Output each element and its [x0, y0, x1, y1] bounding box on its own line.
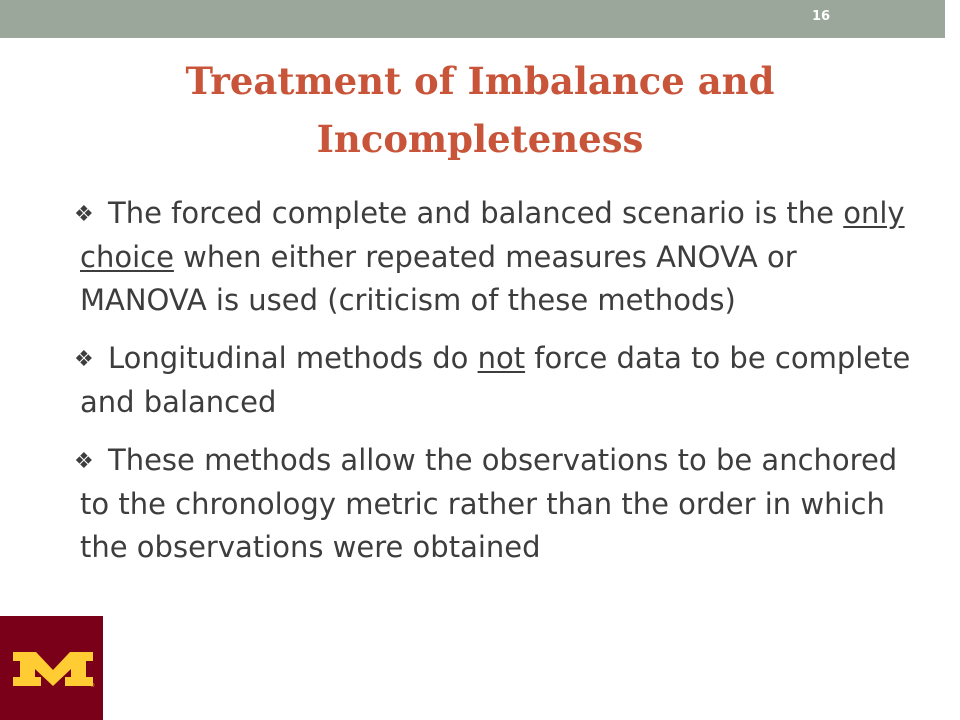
four-diamond-bullet-icon: ❖: [74, 449, 94, 474]
svg-text:®: ®: [90, 683, 95, 688]
top-bar: [0, 0, 945, 38]
bullet-item: [66, 192, 926, 322]
bullet-text: Longitudinal methods do: [108, 341, 478, 375]
bullet-item: [66, 337, 926, 424]
bullet-text: force data to be complete and balanced: [80, 341, 911, 419]
university-m-logo-icon: [10, 650, 96, 688]
slide-number: 16: [811, 9, 831, 24]
bullet-text-underlined: only choice: [80, 196, 905, 274]
bullet-text-underlined: not: [477, 341, 526, 375]
slide-title: Treatment of Imbalance and Incompleteness: [185, 59, 775, 161]
bullet-text: These methods allow the observations to be anchored to the chronology metric rather than the order in which the observations were obtained: [80, 443, 898, 564]
four-diamond-bullet-icon: ❖: [74, 202, 94, 227]
bullet-text: when either repeated measures ANOVA or MANOVA is used (criticism of these methods): [80, 240, 797, 317]
university-logo: [0, 616, 103, 720]
four-diamond-bullet-icon: ❖: [74, 347, 94, 372]
bullet-list: [66, 192, 926, 584]
bullet-item: [66, 439, 926, 569]
bullet-text: The forced complete and balanced scenario is the: [108, 196, 844, 230]
